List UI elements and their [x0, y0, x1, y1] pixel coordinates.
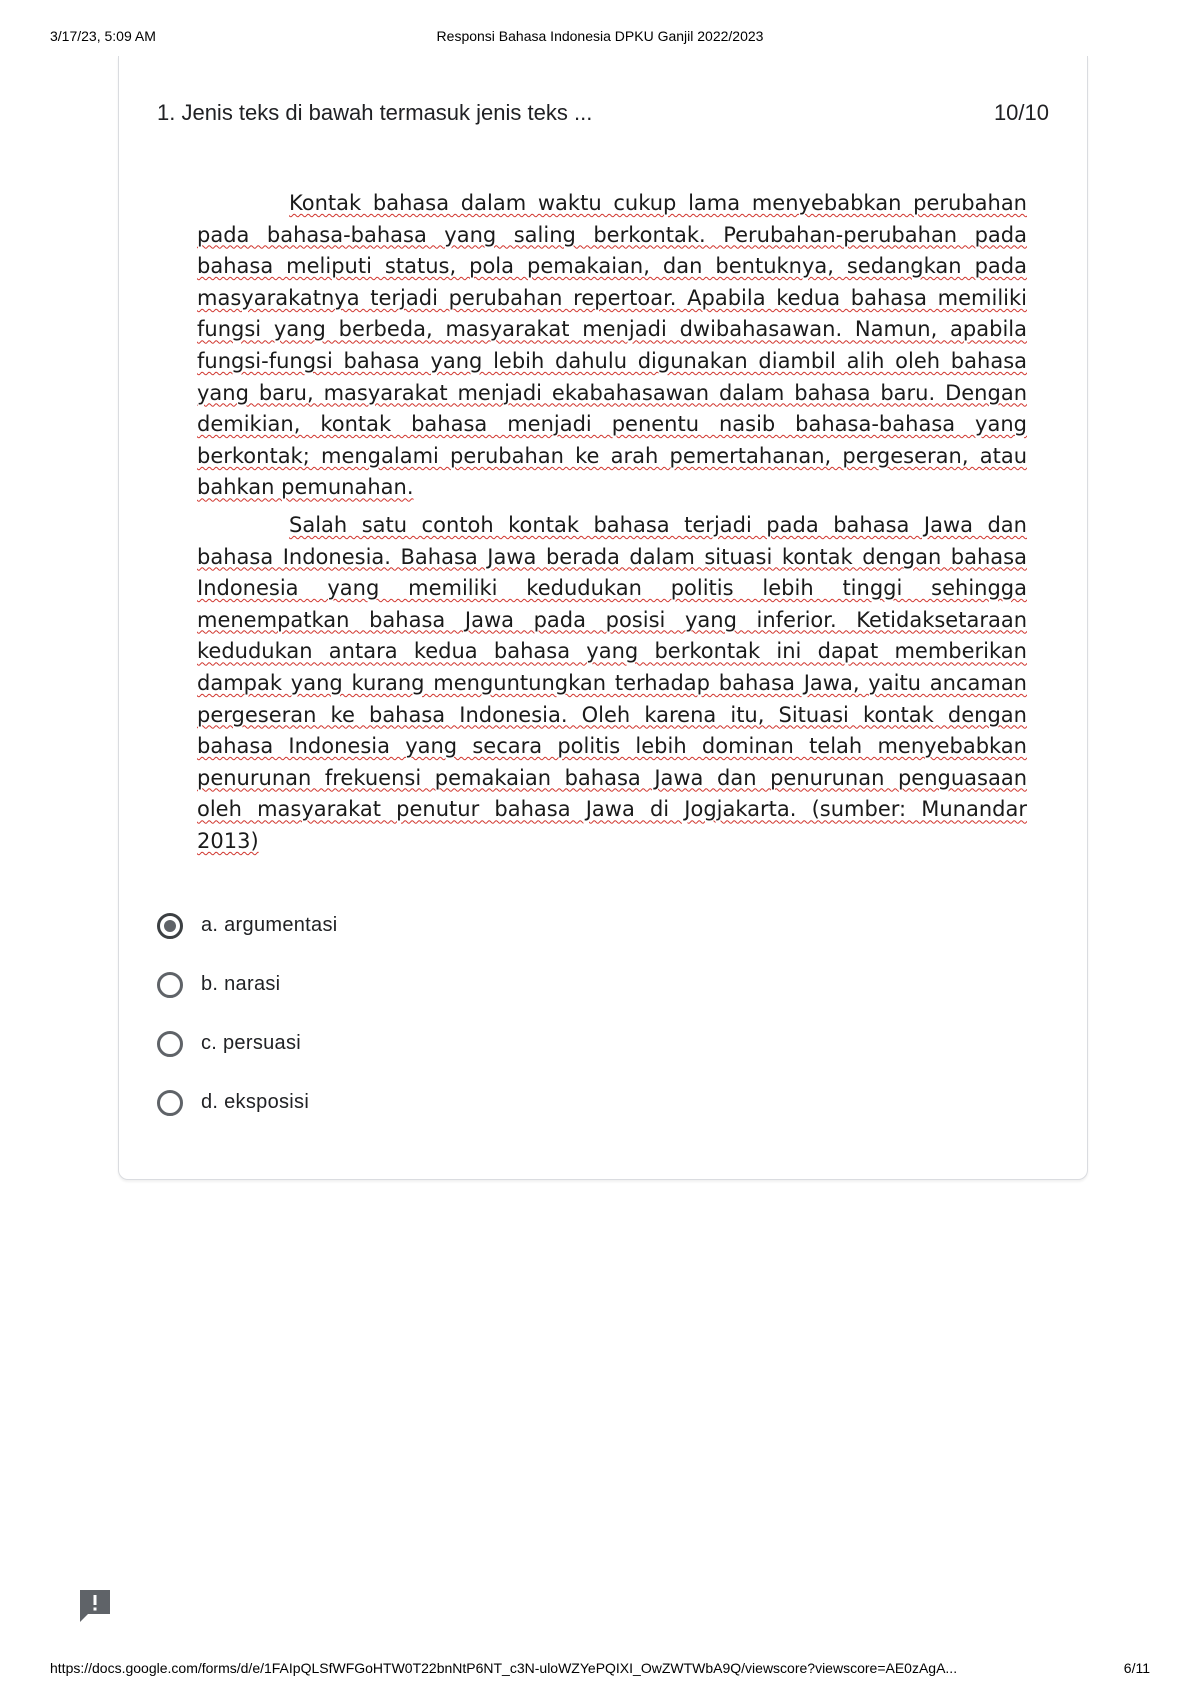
option-b[interactable]: [157, 955, 338, 1014]
passage-image: [197, 188, 1027, 863]
option-label: a. argumentasi: [201, 914, 338, 936]
option-d[interactable]: [157, 1073, 338, 1132]
print-header: [50, 28, 1150, 48]
radio-checked-icon[interactable]: [157, 913, 183, 939]
passage-paragraph-1: Kontak bahasa dalam waktu cukup lama menyebabkan perubahan pada bahasa-bahasa yang saling berkontak. Perubahan-perubahan pada bahasa meliputi status, pola pemakaian, dan bentuknya, sedangkan pada masyarakatnya terjadi perubahan repertoar. Apabila kedua bahasa memiliki fungsi yang berbeda, masyarakat menjadi dwibahasawan. Namun, apabila fungsi-fungsi bahasa yang lebih dahulu digunakan diambil alih oleh bahasa yang baru, masyarakat menjadi ekabahasawan dalam bahasa baru. Dengan demikian, kontak bahasa menjadi penentu nasib bahasa-bahasa yang berkontak; mengalami perubahan ke arah pemertahanan, pergeseran, atau bahkan pemunahan.: [197, 191, 1027, 500]
question-text: 1. Jenis teks di bawah termasuk jenis teks ...: [157, 100, 593, 125]
question-score: 10/10: [993, 100, 1049, 125]
option-a[interactable]: [157, 896, 338, 955]
radio-unchecked-icon[interactable]: [157, 972, 183, 998]
option-c[interactable]: [157, 1014, 338, 1073]
page-url: https://docs.google.com/forms/d/e/1FAIpQLSfWFGoHTW0T22bnNtP6NT_c3N-uloWZYePQIXI_OwZWTWbA9Q/viewscore?viewscore=AE0zAgA...: [50, 1660, 958, 1676]
print-page-title: Responsi Bahasa Indonesia DPKU Ganjil 2022/2023: [436, 28, 764, 44]
option-label: d. eksposisi: [201, 1091, 310, 1113]
print-date: 3/17/23, 5:09 AM: [50, 28, 156, 44]
report-feedback-icon[interactable]: [78, 1588, 112, 1624]
radio-unchecked-icon[interactable]: [157, 1090, 183, 1116]
print-footer: [50, 1660, 1150, 1680]
option-label: b. narasi: [201, 973, 281, 995]
question-card: [118, 56, 1088, 1180]
passage-paragraph-2: Salah satu contoh kontak bahasa terjadi pada bahasa Jawa dan bahasa Indonesia. Bahasa Jawa berada dalam situasi kontak dengan bahasa Indonesia yang memiliki kedudukan politis lebih tinggi sehingga menempatkan bahasa Jawa pada posisi yang inferior. Ketidaksetaraan kedudukan antara kedua bahasa yang berkontak ini dapat memberikan dampak yang kurang menguntungkan terhadap bahasa Jawa, yaitu ancaman pergeseran ke bahasa Indonesia. Oleh karena itu, Situasi kontak dengan bahasa Indonesia yang secara politis lebih dominan telah menyebabkan penurunan frekuensi pemakaian bahasa Jawa dan penurunan penguasaan oleh masyarakat penutur bahasa Jawa di Jogjakarta. (sumber: Munandar 2013): [197, 512, 1027, 853]
option-label: c. persuasi: [201, 1032, 302, 1054]
page-number: 6/11: [1123, 1660, 1150, 1676]
answer-options: [157, 896, 338, 1132]
radio-unchecked-icon[interactable]: [157, 1031, 183, 1057]
